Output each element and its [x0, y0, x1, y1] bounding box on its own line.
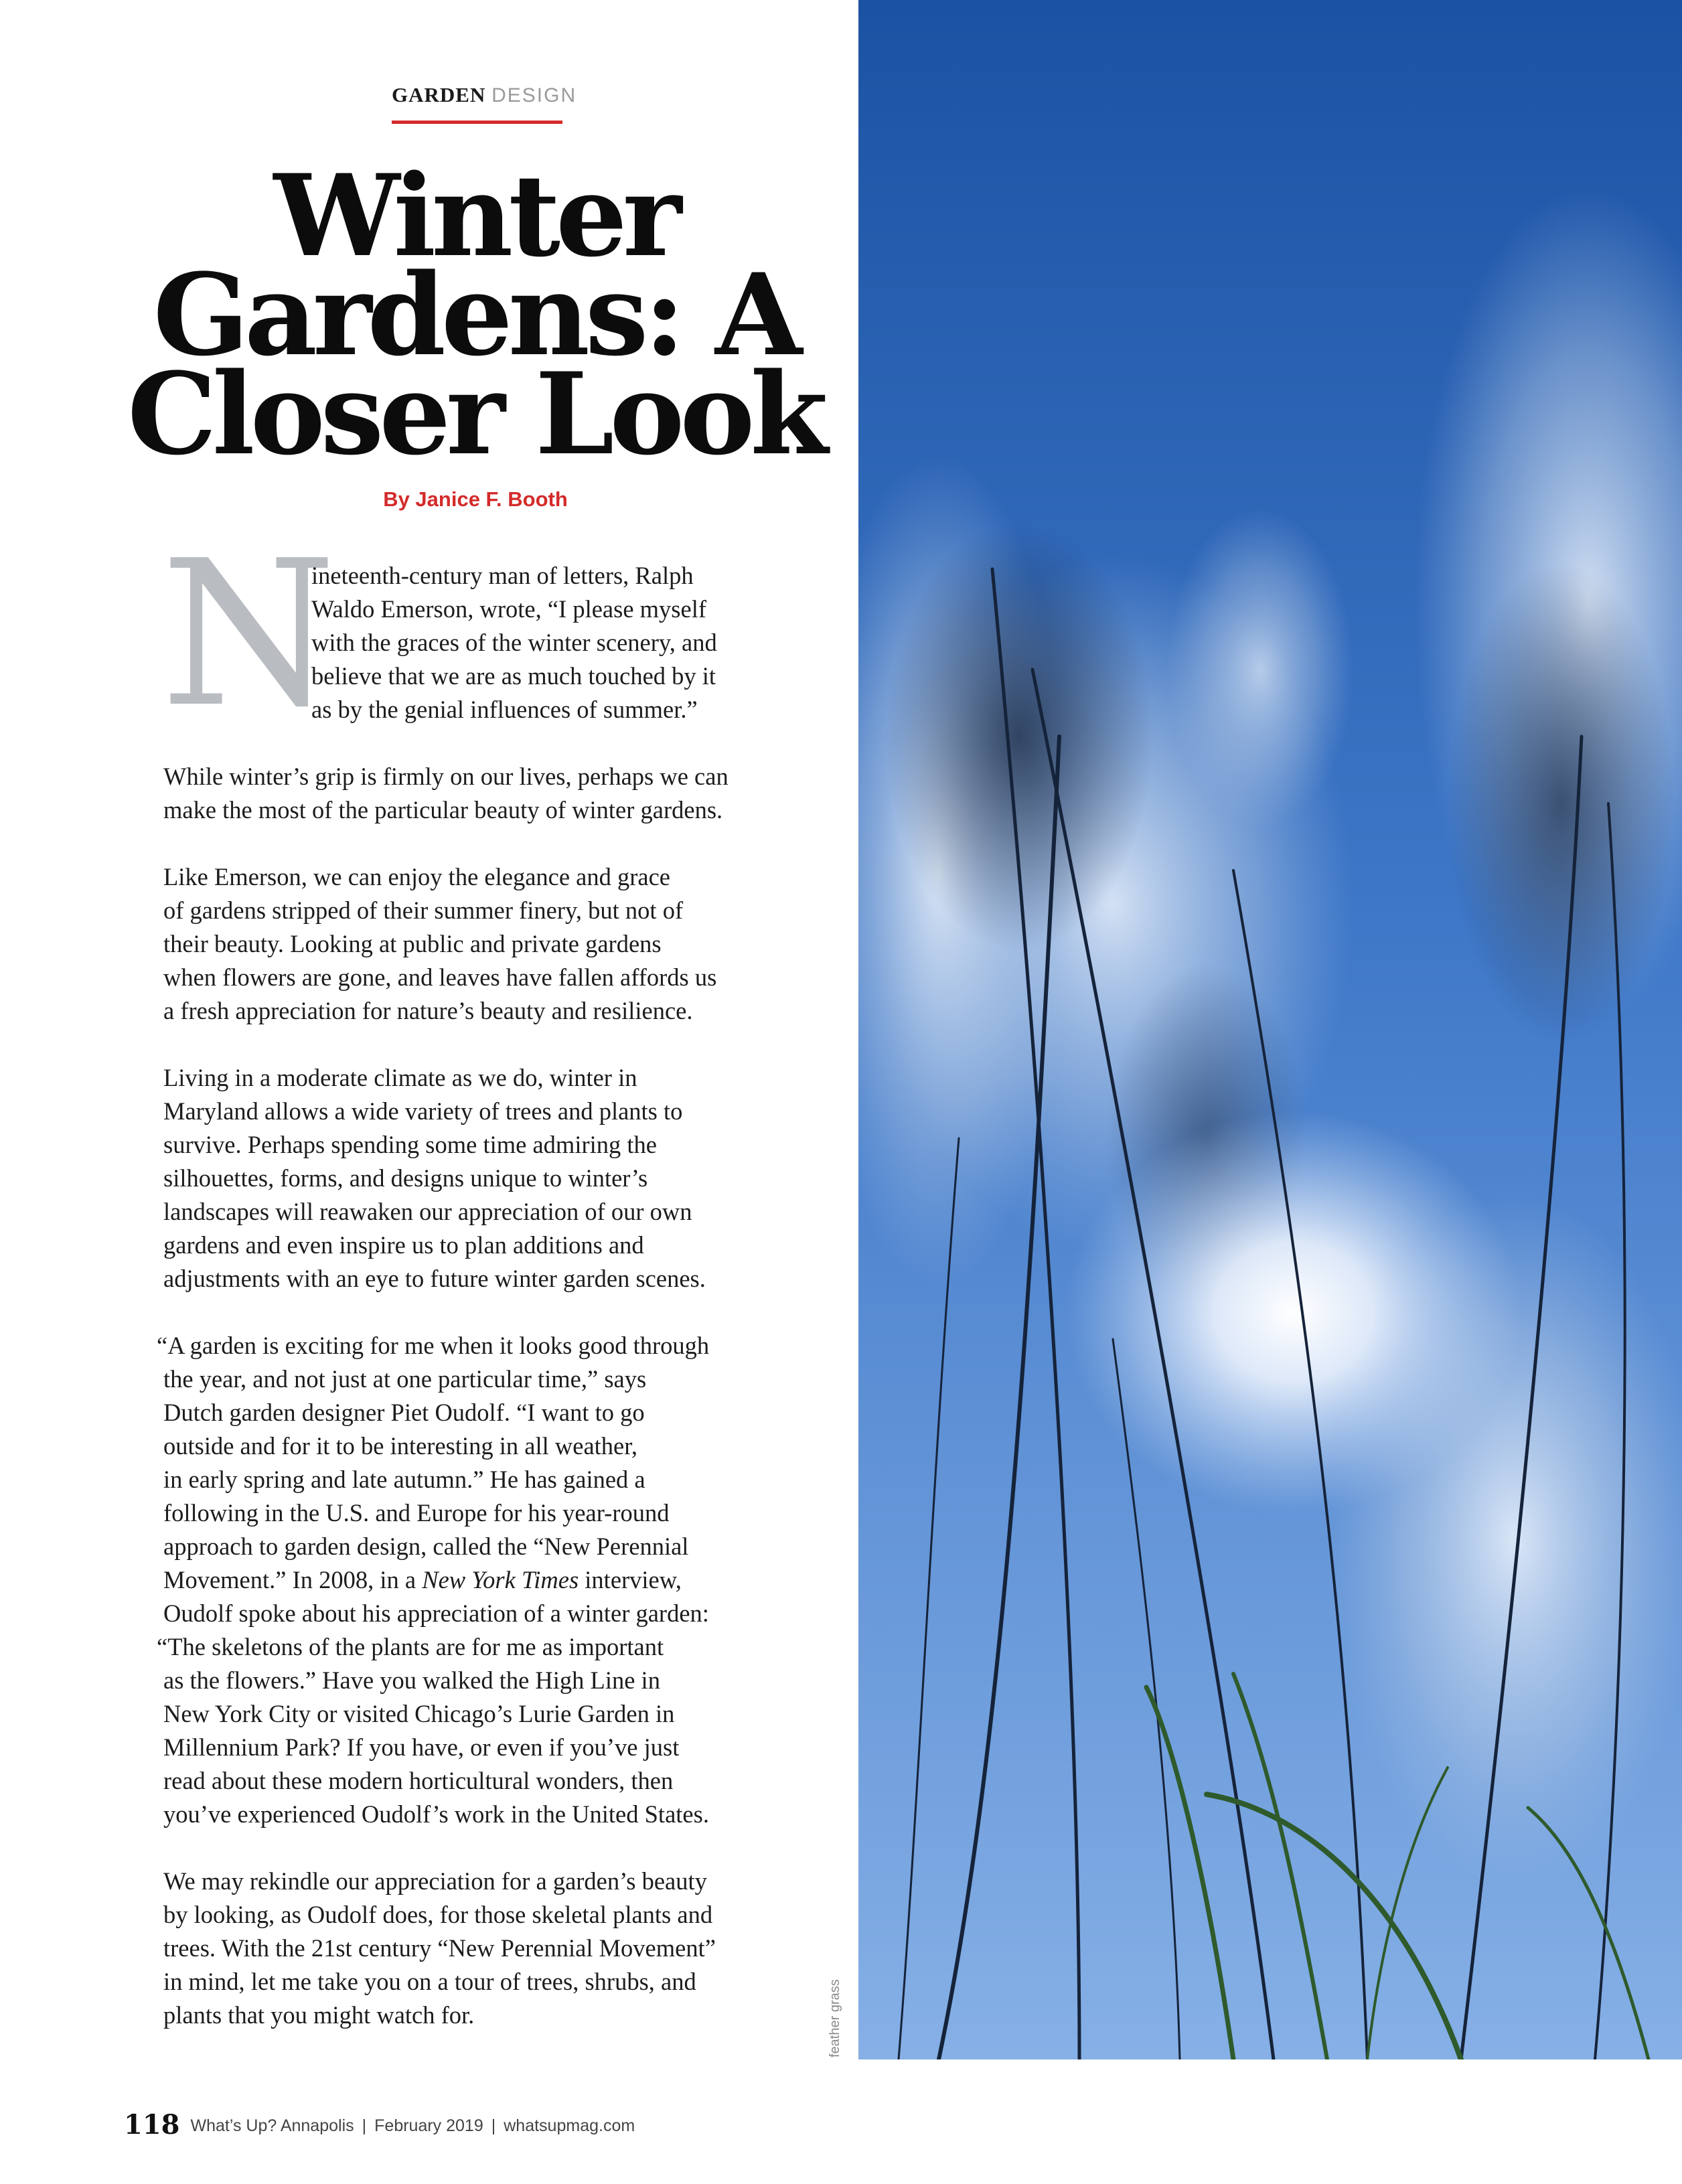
text-line: believe that we are as much touched by it [311, 662, 716, 690]
text-line: plants that you might watch for. [163, 2001, 475, 2029]
sun-glare [1066, 1111, 1521, 1513]
text-line: the year, and not just at one particular time,” says [163, 1365, 647, 1393]
text-line: silhouettes, forms, and designs unique to winter’s [163, 1164, 648, 1192]
section-underline [392, 121, 562, 124]
page-number: 118 [124, 2109, 180, 2140]
text-line: adjustments with an eye to future winter garden scenes. [163, 1265, 706, 1292]
lead-paragraph [311, 559, 807, 726]
paragraph-3 [163, 1061, 806, 1296]
dark-plume [1448, 562, 1675, 1044]
text-line: Living in a moderate climate as we do, winter in [163, 1064, 637, 1091]
text-line: trees. With the 21st century “New Perennial Movement” [163, 1934, 716, 1962]
footer-divider: | [362, 2116, 367, 2135]
text-line: ineteenth-century man of letters, Ralph [311, 562, 694, 589]
photo-illustration [858, 0, 1682, 2059]
byline: By Janice F. Booth [383, 487, 568, 511]
text-line: as by the genial influences of summer.” [311, 696, 698, 723]
grass-plume [1166, 509, 1354, 830]
text-line: survive. Perhaps spending some time admiring the [163, 1131, 657, 1158]
title-line: Gardens: A [153, 248, 798, 381]
text-line: as the flowers.” Have you walked the High Line in [163, 1666, 660, 1694]
photo-credit [824, 1978, 845, 2059]
text-fragment: Movement.” In 2008, in a [163, 1566, 423, 1593]
text-line: New York City or visited Chicago’s Lurie Garden in [163, 1700, 675, 1727]
text-line: in mind, let me take you on a tour of trees, shrubs, and [163, 1968, 696, 1995]
article-body [157, 760, 806, 2032]
text-line: their beauty. Looking at public and private gardens [163, 930, 662, 957]
text-fragment: interview, [579, 1566, 682, 1593]
paragraph-1 [163, 760, 806, 827]
text-line: approach to garden design, called the “New Perennial [163, 1533, 689, 1560]
text-line: Millennium Park? If you have, or even if you’ve just [163, 1733, 680, 1761]
text-line: following in the U.S. and Europe for his year-round [163, 1499, 670, 1527]
section-label-primary: GARDEN [392, 83, 486, 106]
text-line: of gardens stripped of their summer finery, but not of [163, 896, 684, 924]
text-line: While winter’s grip is firmly on our lives, perhaps we can [163, 763, 729, 790]
text-line: by looking, as Oudolf does, for those skeletal plants and [163, 1901, 713, 1928]
text-line: you’ve experienced Oudolf’s work in the United States. [163, 1800, 709, 1828]
text-line: “The skeletons of the plants are for me as important [157, 1633, 664, 1660]
issue-date: February 2019 [374, 2116, 483, 2135]
section-label-secondary: DESIGN [491, 84, 577, 106]
text-line: landscapes will reawaken our appreciation of our own [163, 1198, 692, 1225]
feather-grass-photo [858, 0, 1682, 2059]
text-line [163, 1563, 806, 1597]
text-line: Maryland allows a wide variety of trees and plants to [163, 1097, 683, 1125]
page-footer [124, 2109, 635, 2142]
text-line: in early spring and late autumn.” He has gained a [163, 1466, 645, 1493]
text-line: when flowers are gone, and leaves have fallen affords us [163, 963, 717, 991]
text-line: Waldo Emerson, wrote, “I please myself [311, 595, 706, 623]
footer-divider: | [491, 2116, 496, 2135]
drop-cap: N [161, 518, 337, 751]
photo-credit-text: feather grass [828, 1979, 842, 2057]
article-title [80, 149, 870, 480]
text-line: gardens and even inspire us to plan additions and [163, 1231, 644, 1259]
publication-name: New York Times [422, 1566, 579, 1593]
text-line: Dutch garden designer Piet Oudolf. “I want to go [163, 1399, 645, 1426]
text-line: “A garden is exciting for me when it looks good through [157, 1332, 710, 1359]
paragraph-4 [157, 1329, 806, 1831]
text-line: a fresh appreciation for nature’s beauty and resilience. [163, 997, 693, 1024]
text-line: with the graces of the winter scenery, and [311, 629, 717, 656]
text-line: make the most of the particular beauty of winter gardens. [163, 796, 723, 824]
text-line: We may rekindle our appreciation for a garden’s beauty [163, 1867, 707, 1895]
title-line: Closer Look [127, 347, 824, 480]
paragraph-2 [163, 860, 806, 1028]
text-line: Oudolf spoke about his appreciation of a winter garden: [163, 1600, 709, 1627]
website-link[interactable]: whatsupmag.com [504, 2116, 635, 2135]
paragraph-5 [163, 1865, 806, 2032]
section-label [392, 83, 577, 107]
magazine-name: What’s Up? Annapolis [190, 2116, 354, 2135]
text-line: Like Emerson, we can enjoy the elegance and grace [163, 863, 671, 890]
text-line: outside and for it to be interesting in all weather, [163, 1432, 638, 1460]
text-line: read about these modern horticultural wonders, then [163, 1767, 674, 1794]
title-line: Winter [273, 149, 678, 282]
